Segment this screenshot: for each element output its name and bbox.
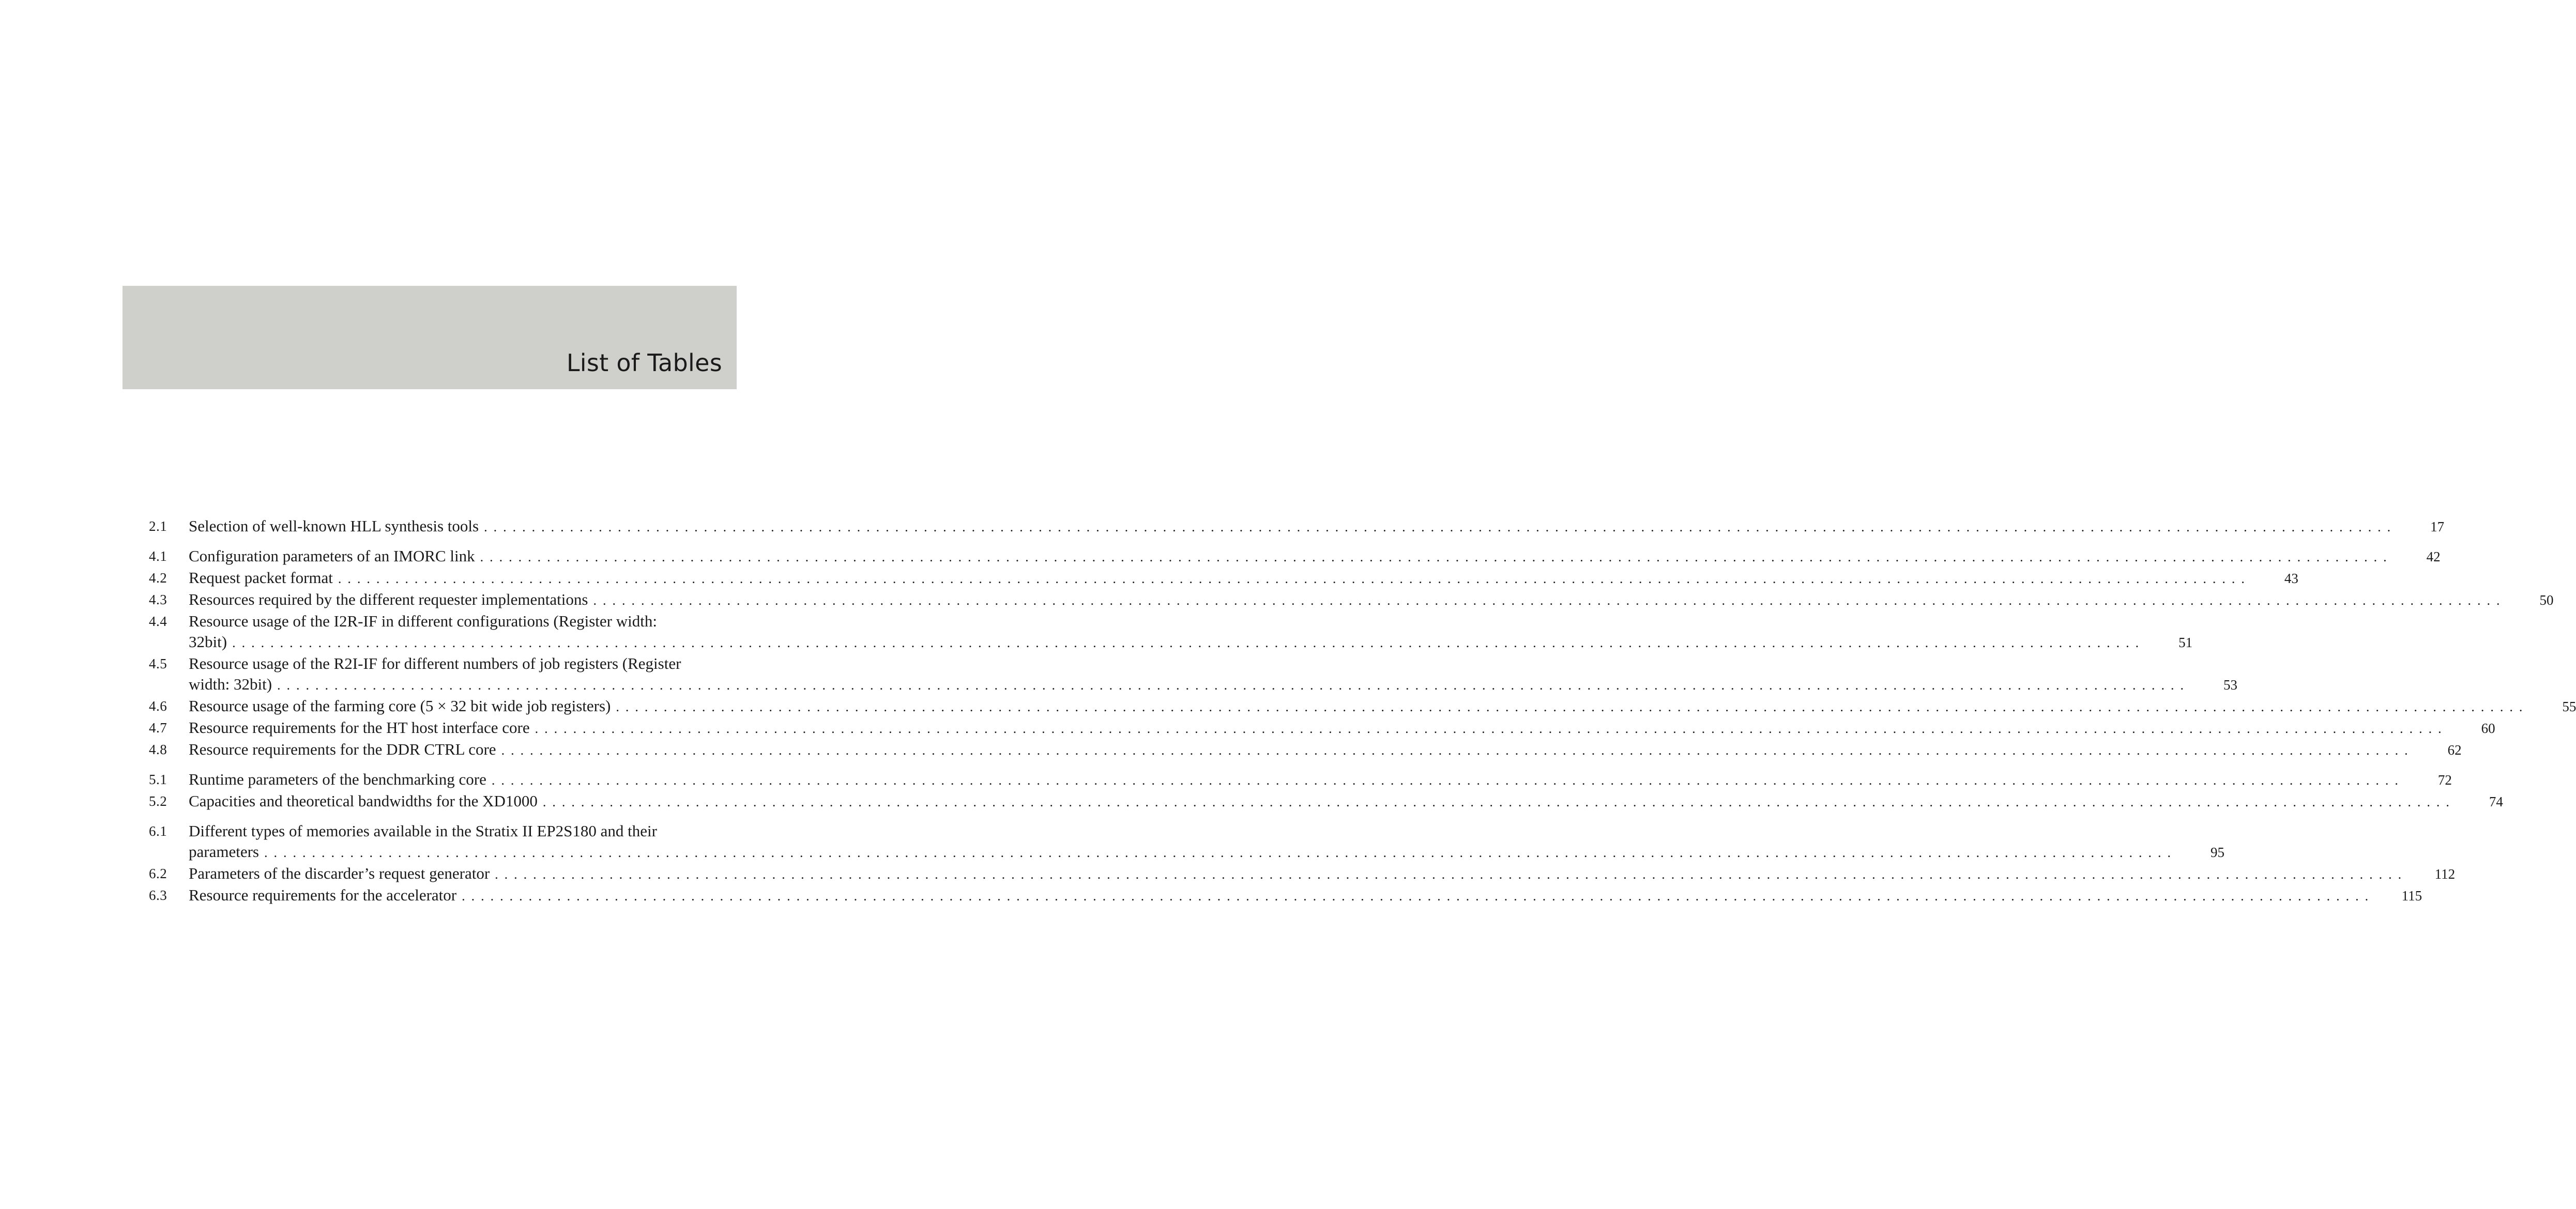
table-caption: Configuration parameters of an IMORC link [189,547,475,565]
table-number: 2.1 [149,518,167,534]
dot-leader: ........................................................................................................................................................................................................ [501,743,2414,758]
table-caption-line-1: Resource usage of the R2I-IF for different numbers of job registers (Register [189,654,681,672]
toc-entry-6-1[interactable] [149,821,2224,863]
page-number: 74 [2489,794,2503,809]
toc-entry-4-1[interactable] [149,546,2441,568]
dot-leader: ........................................................................................................................................................................................................ [593,593,2506,608]
page-number: 62 [2447,742,2462,758]
dot-leader: ........................................................................................................................................................................................................ [264,845,2177,860]
page-number: 112 [2434,866,2456,882]
table-number: 4.4 [149,614,167,629]
page-title: List of Tables [566,349,722,377]
table-caption: Resource requirements for the DDR CTRL core [189,740,496,758]
table-caption: Request packet format [189,569,333,587]
table-caption: Resource requirements for the accelerator [189,886,457,904]
table-caption-line-2: parameters [189,843,259,861]
page-number: 53 [2223,677,2238,693]
table-caption-line-2: width: 32bit) [189,675,272,693]
toc-group-chapter-4 [149,546,2576,761]
table-number: 6.1 [149,823,167,839]
table-caption: Resources required by the different requester implementations [189,590,588,608]
table-caption: Runtime parameters of the benchmarking core [189,770,486,788]
page-number: 115 [2401,888,2422,904]
toc-entry-5-1[interactable] [149,769,2452,791]
table-caption-line-1: Different types of memories available in the Stratix II EP2S180 and their [189,822,657,840]
dot-leader: ........................................................................................................................................................................................................ [535,721,2448,736]
toc-entry-4-8[interactable] [149,739,2462,761]
toc-entry-4-7[interactable] [149,717,2495,739]
toc-entry-6-3[interactable] [149,885,2422,907]
toc-entry-4-3[interactable] [149,589,2554,611]
table-caption-line-1: Resource usage of the I2R-IF in different configurations (Register width: [189,612,657,630]
toc-entry-6-2[interactable] [149,863,2456,885]
dot-leader: ........................................................................................................................................................................................................ [542,794,2456,809]
dot-leader: ........................................................................................................................................................................................................ [491,773,2404,788]
page-number: 17 [2430,519,2445,534]
dot-leader: ........................................................................................................................................................................................................ [495,867,2408,882]
page-number: 43 [2284,571,2298,586]
table-number: 4.2 [149,570,167,586]
list-of-tables [149,516,2576,915]
page-number: 50 [2539,592,2554,608]
page-number: 42 [2426,549,2441,564]
dot-leader: ........................................................................................................................................................................................................ [462,889,2375,904]
toc-entry-4-5[interactable] [149,653,2238,696]
toc-entry-4-6[interactable] [149,696,2576,717]
toc-group-chapter-5 [149,769,2503,813]
table-number: 4.7 [149,720,167,736]
table-number: 6.2 [149,866,167,881]
toc-entry-5-2[interactable] [149,791,2503,813]
toc-entry-4-4[interactable] [149,611,2193,653]
table-number: 5.2 [149,793,167,809]
table-number: 4.1 [149,548,167,564]
table-number: 4.5 [149,656,167,671]
page-number: 95 [2210,845,2224,860]
table-number: 5.1 [149,772,167,787]
toc-group-chapter-2 [149,516,2445,538]
dot-leader: ........................................................................................................................................................................................................ [338,571,2251,586]
table-caption: Resource requirements for the HT host interface core [189,718,530,737]
table-number: 4.8 [149,742,167,757]
toc-group-chapter-6 [149,821,2456,907]
dot-leader: ........................................................................................................................................................................................................ [616,699,2529,714]
page-number: 51 [2178,635,2193,650]
dot-leader: ........................................................................................................................................................................................................ [232,635,2145,650]
chapter-title-band [123,286,737,389]
dot-leader: ........................................................................................................................................................................................................ [277,678,2190,693]
table-caption-line-2: 32bit) [189,633,227,651]
table-number: 6.3 [149,887,167,903]
table-number: 4.6 [149,698,167,714]
page-number: 60 [2481,721,2495,736]
table-caption: Parameters of the discarder’s request generator [189,864,490,882]
toc-entry-2-1[interactable] [149,516,2445,538]
page-number: 55 [2562,699,2576,714]
table-caption: Capacities and theoretical bandwidths for the XD1000 [189,792,538,810]
dot-leader: ........................................................................................................................................................................................................ [480,549,2393,564]
table-caption: Selection of well-known HLL synthesis tools [189,517,479,535]
table-caption: Resource usage of the farming core (5 × 32 bit wide job registers) [189,697,611,715]
page-number: 72 [2437,772,2452,788]
table-number: 4.3 [149,592,167,607]
dot-leader: ........................................................................................................................................................................................................ [484,519,2397,534]
toc-entry-4-2[interactable] [149,568,2298,589]
